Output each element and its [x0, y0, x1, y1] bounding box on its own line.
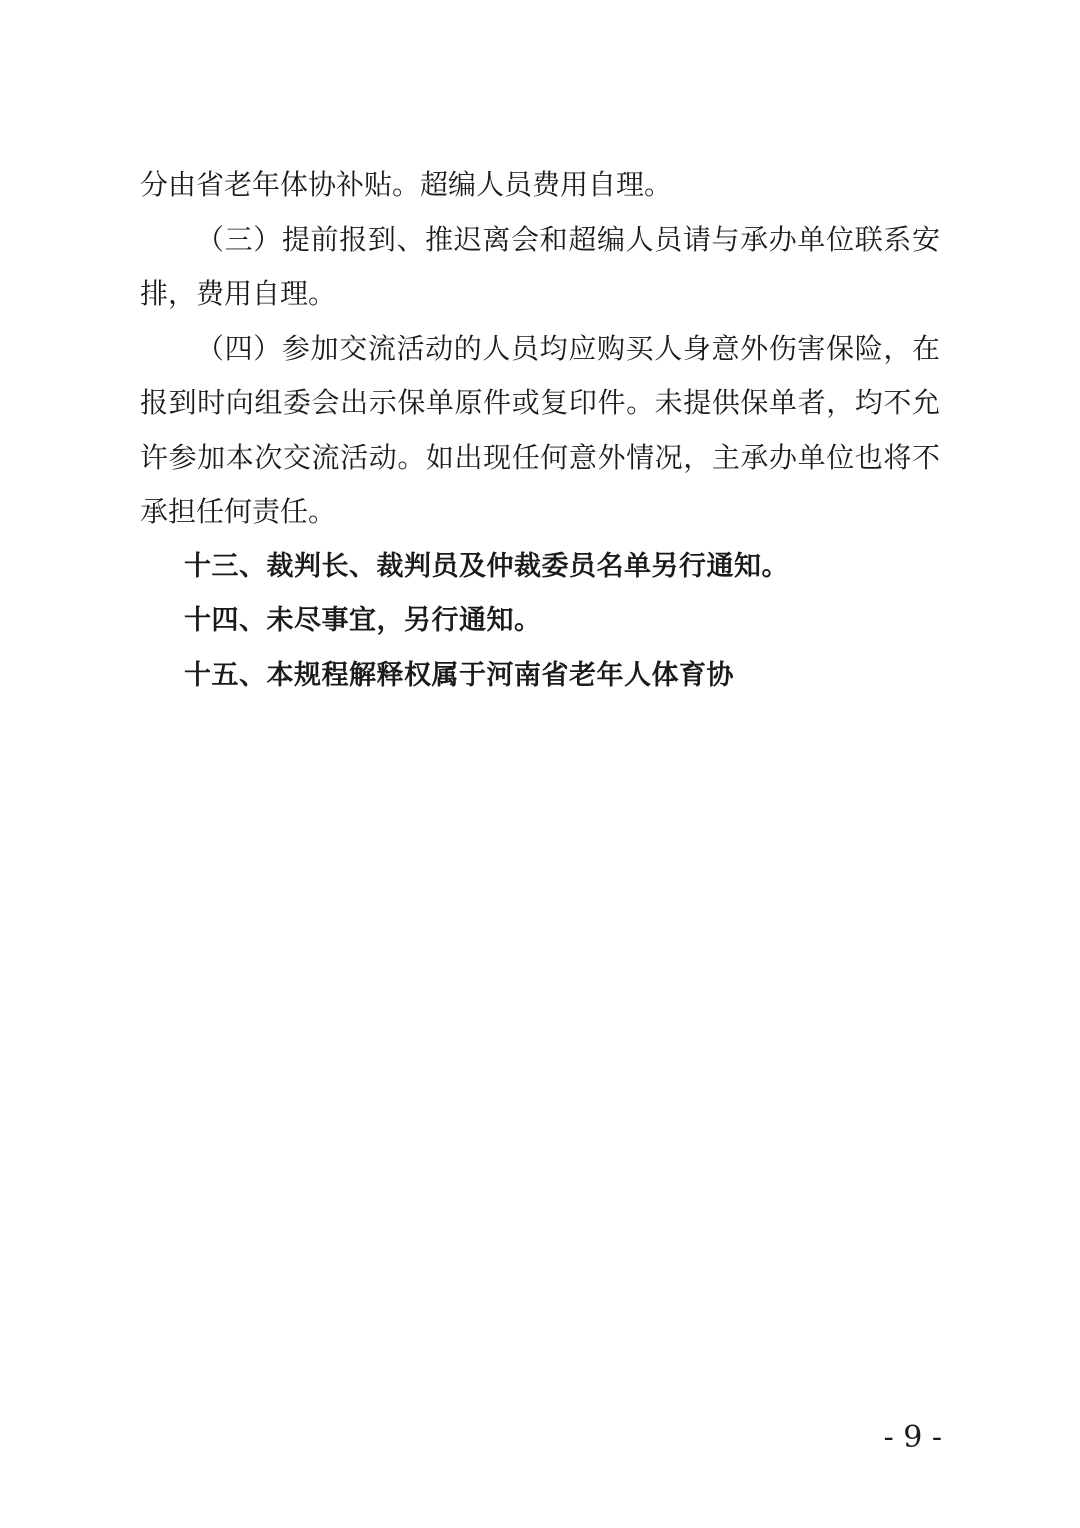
page-number: - 9 - — [883, 1420, 942, 1455]
paragraph-subsidy-continued: 分由省老年体协补贴。超编人员费用自理。 — [140, 168, 673, 201]
paragraph-item-three: （三）提前报到、推迟离会和超编人员请与承办单位联系安排，费用自理。 — [140, 222, 940, 310]
paragraph-item-four: （四）参加交流活动的人员均应购买人身意外伤害保险，在报到时向组委会出示保单原件或复印件。未提供保单者，均不允许参加本次交流活动。如出现任何意外情况，主承办单位也将不承担任何责任。 — [140, 331, 940, 528]
section-thirteen: 十三、裁判长、裁判员及仲裁委员名单另行通知。 — [184, 550, 789, 582]
section-fifteen: 十五、本规程解释权属于河南省老年人体育协 — [184, 659, 734, 691]
section-fourteen: 十四、未尽事宜，另行通知。 — [184, 605, 542, 636]
document-body — [140, 158, 940, 703]
